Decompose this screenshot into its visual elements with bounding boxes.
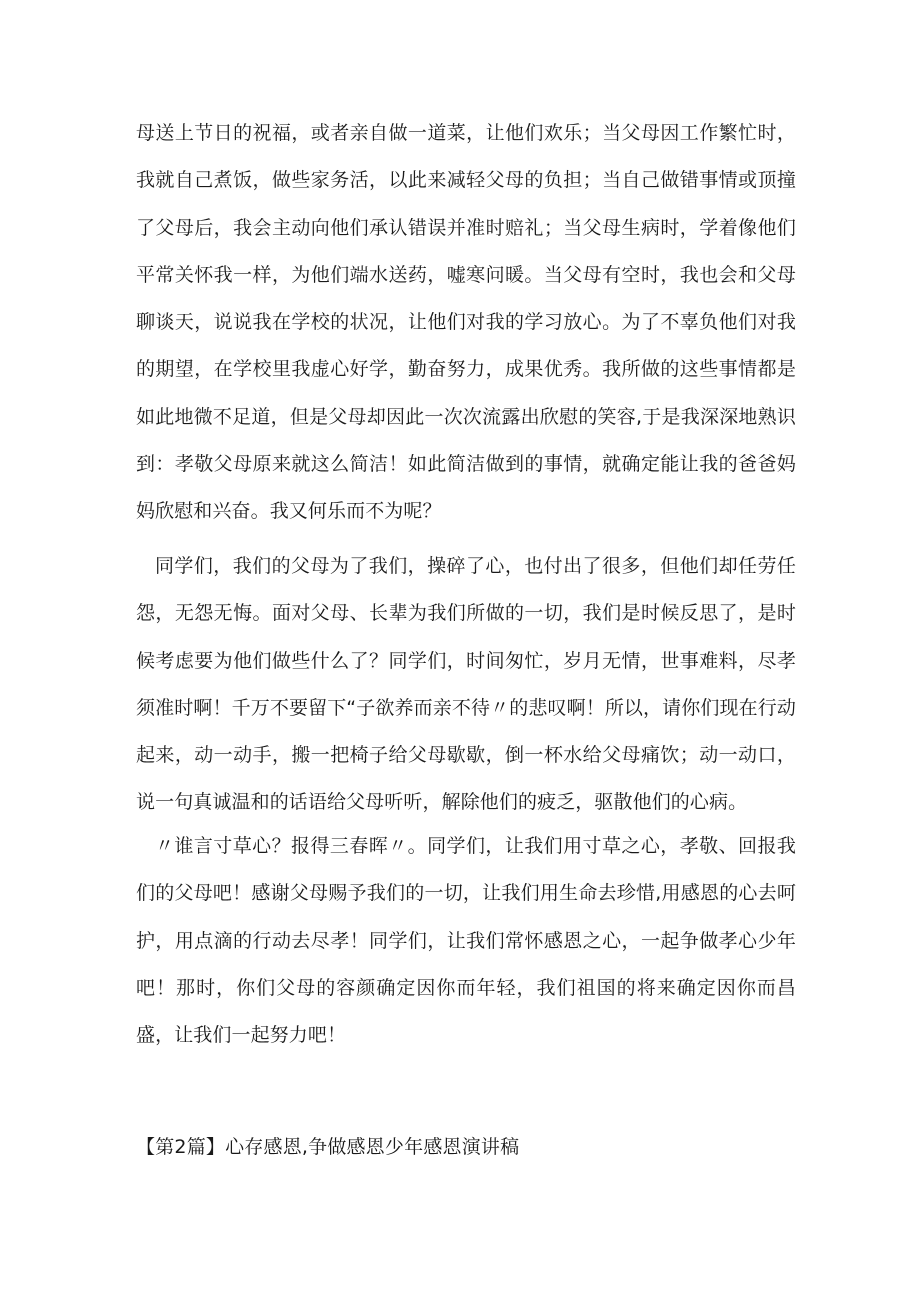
body-paragraph-3: 〃谁言寸草心？报得三春晖〃。同学们，让我们用寸草之心，孝敬、回报我们的父母吧！感谢父母赐予我们的一切，让我们用生命去珍惜,用感恩的心去呵护，用点滴的行动去尽孝！同学们，让我们常怀感恩之心，一起争做孝心少年吧！那时，你们父母的容颜确定因你而年轻，我们祖国的将来确定因你而昌盛，让我们一起努力吧！: [136, 835, 796, 1047]
body-paragraph-1: 母送上节日的祝福，或者亲自做一道菜，让他们欢乐；当父母因工作繁忙时，我就自己煮饭，做些家务活，以此来减轻父母的负担；当自己做错事情或顶撞了父母后，我会主动向他们承认错误并准时赔礼；当父母生病时，学着像他们平常关怀我一样，为他们端水送药，嘘寒问暖。当父母有空时，我也会和父母聊谈天，说说我在学校的状况，让他们对我的学习放心。为了不辜负他们对我的期望，在学校里我虚心好学，勤奋努力，成果优秀。我所做的这些事情都是如此地微不足道，但是父母却因此一次次流露出欣慰的笑容,于是我深深地熟识到：孝敬父母原来就这么简洁！如此简洁做到的事情，就确定能让我的爸爸妈妈欣慰和兴奋。我又何乐而不为呢？: [136, 122, 796, 523]
section-heading: 【第2篇】心存感恩,争做感恩少年感恩演讲稿: [136, 1136, 520, 1158]
body-paragraph-2: 同学们，我们的父母为了我们，操碎了心，也付出了很多，但他们却任劳任怨，无怨无悔。面对父母、长辈为我们所做的一切，我们是时候反思了，是时候考虑要为他们做些什么了？同学们，时间匆忙，岁月无情，世事难料，尽孝须准时啊！千万不要留下“子欲养而亲不待〃的悲叹啊！所以，请你们现在行动起来，动一动手，搬一把椅子给父母歇歇，倒一杯水给父母痛饮；动一动口，说一句真诚温和的话语给父母听听，解除他们的疲乏，驱散他们的心病。: [136, 555, 796, 814]
